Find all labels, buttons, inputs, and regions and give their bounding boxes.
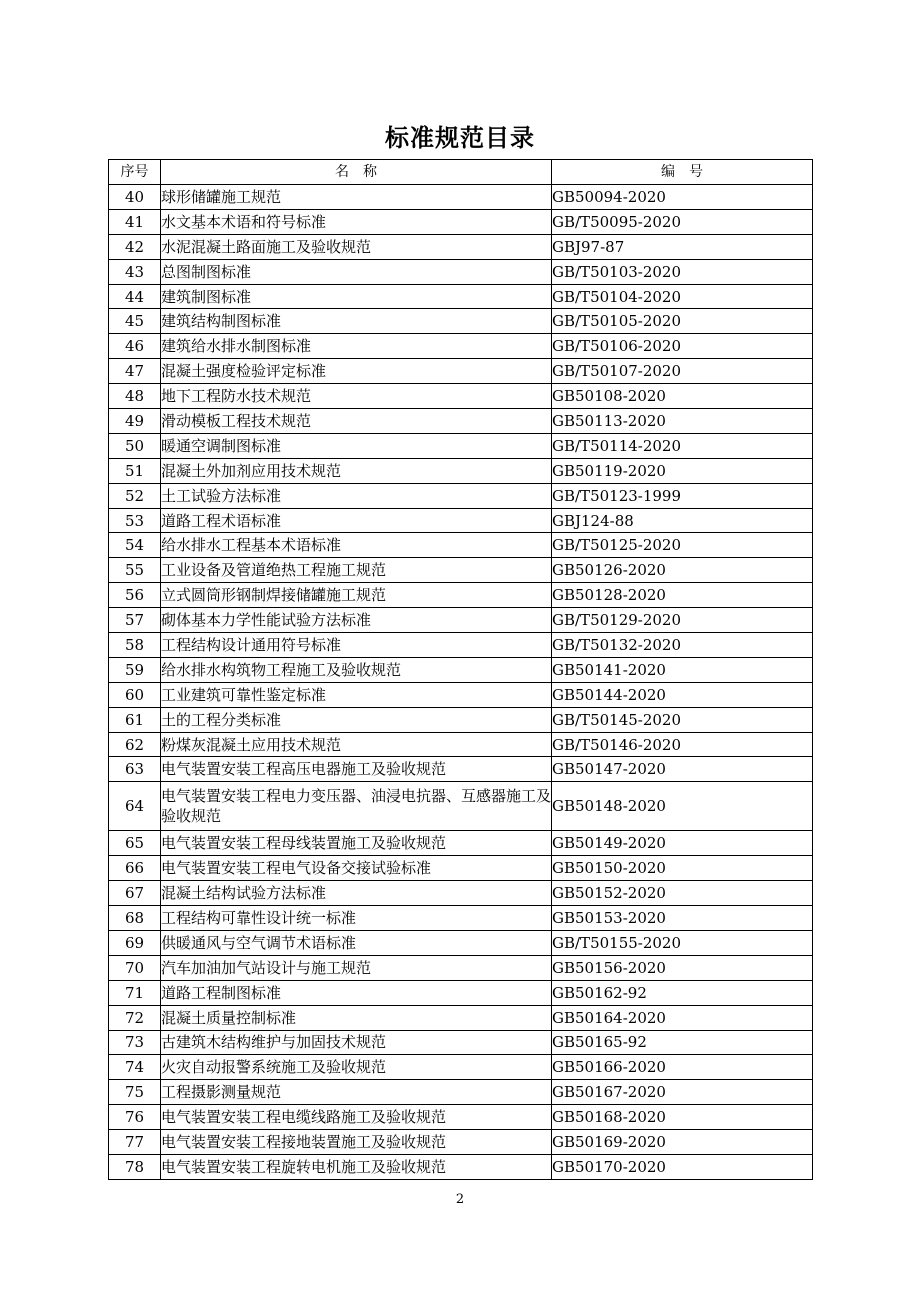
standard-name: 火灾自动报警系统施工及验收规范 <box>161 1055 552 1080</box>
row-number: 78 <box>109 1154 161 1179</box>
standard-code: GB50168-2020 <box>552 1105 813 1130</box>
standard-name: 暖通空调制图标准 <box>161 433 552 458</box>
standard-name: 立式圆筒形钢制焊接储罐施工规范 <box>161 583 552 608</box>
standard-name: 古建筑木结构维护与加固技术规范 <box>161 1030 552 1055</box>
standard-name: 汽车加油加气站设计与施工规范 <box>161 955 552 980</box>
table-row <box>109 657 813 682</box>
standard-name: 电气装置安装工程电力变压器、油浸电抗器、互感器施工及验收规范 <box>161 782 552 831</box>
row-number: 45 <box>109 309 161 334</box>
standard-code: GB50167-2020 <box>552 1080 813 1105</box>
standard-name: 水泥混凝土路面施工及验收规范 <box>161 234 552 259</box>
row-number: 42 <box>109 234 161 259</box>
table-row <box>109 881 813 906</box>
row-number: 61 <box>109 707 161 732</box>
table-row <box>109 707 813 732</box>
standard-code: GB/T50145-2020 <box>552 707 813 732</box>
row-number: 75 <box>109 1080 161 1105</box>
table-row <box>109 906 813 931</box>
table-row <box>109 732 813 757</box>
row-number: 43 <box>109 259 161 284</box>
table-row <box>109 558 813 583</box>
standard-name: 电气装置安装工程接地装置施工及验收规范 <box>161 1130 552 1155</box>
standard-name: 工程结构设计通用符号标准 <box>161 633 552 658</box>
standard-code: GB50150-2020 <box>552 856 813 881</box>
standard-code: GB/T50132-2020 <box>552 633 813 658</box>
standard-name: 工业建筑可靠性鉴定标准 <box>161 682 552 707</box>
table-row <box>109 533 813 558</box>
standard-name: 电气装置安装工程高压电器施工及验收规范 <box>161 757 552 782</box>
table-row <box>109 483 813 508</box>
table-row <box>109 458 813 483</box>
standard-name: 水文基本术语和符号标准 <box>161 209 552 234</box>
standard-code: GB/T50106-2020 <box>552 334 813 359</box>
standard-code: GB50169-2020 <box>552 1130 813 1155</box>
row-number: 72 <box>109 1005 161 1030</box>
standard-name: 电气装置安装工程旋转电机施工及验收规范 <box>161 1154 552 1179</box>
row-number: 46 <box>109 334 161 359</box>
standard-code: GB50119-2020 <box>552 458 813 483</box>
row-number: 53 <box>109 508 161 533</box>
row-number: 44 <box>109 284 161 309</box>
standard-code: GB/T50114-2020 <box>552 433 813 458</box>
standard-code: GB/T50107-2020 <box>552 359 813 384</box>
table-row <box>109 185 813 210</box>
row-number: 63 <box>109 757 161 782</box>
standard-code: GB50141-2020 <box>552 657 813 682</box>
row-number: 64 <box>109 782 161 831</box>
standard-name: 给水排水构筑物工程施工及验收规范 <box>161 657 552 682</box>
standard-code: GB/T50105-2020 <box>552 309 813 334</box>
table-row <box>109 209 813 234</box>
row-number: 40 <box>109 185 161 210</box>
table-row <box>109 334 813 359</box>
table-row <box>109 259 813 284</box>
row-number: 47 <box>109 359 161 384</box>
row-number: 65 <box>109 831 161 856</box>
row-number: 58 <box>109 633 161 658</box>
standard-name: 滑动模板工程技术规范 <box>161 409 552 434</box>
row-number: 66 <box>109 856 161 881</box>
row-number: 77 <box>109 1130 161 1155</box>
row-number: 56 <box>109 583 161 608</box>
table-row <box>109 782 813 831</box>
standard-name: 电气装置安装工程电缆线路施工及验收规范 <box>161 1105 552 1130</box>
table-header-row <box>109 160 813 185</box>
standard-name: 道路工程制图标准 <box>161 980 552 1005</box>
standard-code: GB/T50104-2020 <box>552 284 813 309</box>
standard-name: 地下工程防水技术规范 <box>161 384 552 409</box>
standard-name: 道路工程术语标准 <box>161 508 552 533</box>
table-row <box>109 608 813 633</box>
standard-code: GB50108-2020 <box>552 384 813 409</box>
row-number: 71 <box>109 980 161 1005</box>
table-row <box>109 757 813 782</box>
standard-name: 建筑给水排水制图标准 <box>161 334 552 359</box>
standard-code: GB50126-2020 <box>552 558 813 583</box>
standard-name: 混凝土强度检验评定标准 <box>161 359 552 384</box>
table-row <box>109 1055 813 1080</box>
table-row <box>109 682 813 707</box>
row-number: 57 <box>109 608 161 633</box>
standard-code: GB50165-92 <box>552 1030 813 1055</box>
row-number: 41 <box>109 209 161 234</box>
table-row <box>109 1030 813 1055</box>
row-number: 52 <box>109 483 161 508</box>
row-number: 48 <box>109 384 161 409</box>
row-number: 73 <box>109 1030 161 1055</box>
table-row <box>109 1105 813 1130</box>
table-row <box>109 955 813 980</box>
table-row <box>109 284 813 309</box>
header-index: 序号 <box>109 160 161 185</box>
standard-name: 混凝土结构试验方法标准 <box>161 881 552 906</box>
standards-table <box>108 159 813 1180</box>
row-number: 49 <box>109 409 161 434</box>
standard-name: 工业设备及管道绝热工程施工规范 <box>161 558 552 583</box>
standard-code: GB/T50103-2020 <box>552 259 813 284</box>
standard-code: GB/T50125-2020 <box>552 533 813 558</box>
row-number: 68 <box>109 906 161 931</box>
page-title: 标准规范目录 <box>385 124 535 152</box>
table-row <box>109 1154 813 1179</box>
standard-code: GBJ124-88 <box>552 508 813 533</box>
table-row <box>109 234 813 259</box>
standard-name: 总图制图标准 <box>161 259 552 284</box>
standard-code: GB50152-2020 <box>552 881 813 906</box>
row-number: 69 <box>109 930 161 955</box>
row-number: 59 <box>109 657 161 682</box>
table-row <box>109 1080 813 1105</box>
table-row <box>109 831 813 856</box>
standard-code: GB50113-2020 <box>552 409 813 434</box>
standard-code: GB50164-2020 <box>552 1005 813 1030</box>
standard-code: GB50147-2020 <box>552 757 813 782</box>
standard-code: GB/T50123-1999 <box>552 483 813 508</box>
row-number: 70 <box>109 955 161 980</box>
header-code: 编 号 <box>552 160 813 185</box>
standard-code: GB/T50146-2020 <box>552 732 813 757</box>
row-number: 60 <box>109 682 161 707</box>
row-number: 51 <box>109 458 161 483</box>
standard-name: 电气装置安装工程母线装置施工及验收规范 <box>161 831 552 856</box>
table-row <box>109 309 813 334</box>
table-row <box>109 359 813 384</box>
table-row <box>109 384 813 409</box>
standard-name: 混凝土外加剂应用技术规范 <box>161 458 552 483</box>
standard-name: 球形储罐施工规范 <box>161 185 552 210</box>
standard-code: GB50166-2020 <box>552 1055 813 1080</box>
table-row <box>109 409 813 434</box>
standard-name: 混凝土质量控制标准 <box>161 1005 552 1030</box>
page-number: 2 <box>455 1192 465 1207</box>
standard-name: 建筑制图标准 <box>161 284 552 309</box>
standard-code: GB50144-2020 <box>552 682 813 707</box>
standard-code: GB50128-2020 <box>552 583 813 608</box>
row-number: 50 <box>109 433 161 458</box>
table-row <box>109 583 813 608</box>
table-row <box>109 633 813 658</box>
row-number: 76 <box>109 1105 161 1130</box>
table-row <box>109 980 813 1005</box>
standard-name: 砌体基本力学性能试验方法标准 <box>161 608 552 633</box>
standard-code: GBJ97-87 <box>552 234 813 259</box>
standard-name: 供暖通风与空气调节术语标准 <box>161 930 552 955</box>
standard-code: GB50153-2020 <box>552 906 813 931</box>
table-row <box>109 433 813 458</box>
table-row <box>109 508 813 533</box>
standard-name: 粉煤灰混凝土应用技术规范 <box>161 732 552 757</box>
standard-code: GB/T50129-2020 <box>552 608 813 633</box>
standard-code: GB50156-2020 <box>552 955 813 980</box>
standard-name: 工程结构可靠性设计统一标准 <box>161 906 552 931</box>
standard-code: GB/T50095-2020 <box>552 209 813 234</box>
standard-code: GB50170-2020 <box>552 1154 813 1179</box>
header-name: 名 称 <box>161 160 552 185</box>
standard-code: GB/T50155-2020 <box>552 930 813 955</box>
table-row <box>109 1130 813 1155</box>
row-number: 67 <box>109 881 161 906</box>
standard-name: 土的工程分类标准 <box>161 707 552 732</box>
row-number: 74 <box>109 1055 161 1080</box>
row-number: 62 <box>109 732 161 757</box>
standard-code: GB50162-92 <box>552 980 813 1005</box>
standard-name: 土工试验方法标准 <box>161 483 552 508</box>
row-number: 55 <box>109 558 161 583</box>
standard-name: 给水排水工程基本术语标准 <box>161 533 552 558</box>
row-number: 54 <box>109 533 161 558</box>
standard-code: GB50148-2020 <box>552 782 813 831</box>
standard-name: 建筑结构制图标准 <box>161 309 552 334</box>
table-row <box>109 856 813 881</box>
standard-code: GB50094-2020 <box>552 185 813 210</box>
standard-name: 电气装置安装工程电气设备交接试验标准 <box>161 856 552 881</box>
table-row <box>109 1005 813 1030</box>
standard-code: GB50149-2020 <box>552 831 813 856</box>
table-body <box>109 185 813 1180</box>
table-row <box>109 930 813 955</box>
standard-name: 工程摄影测量规范 <box>161 1080 552 1105</box>
